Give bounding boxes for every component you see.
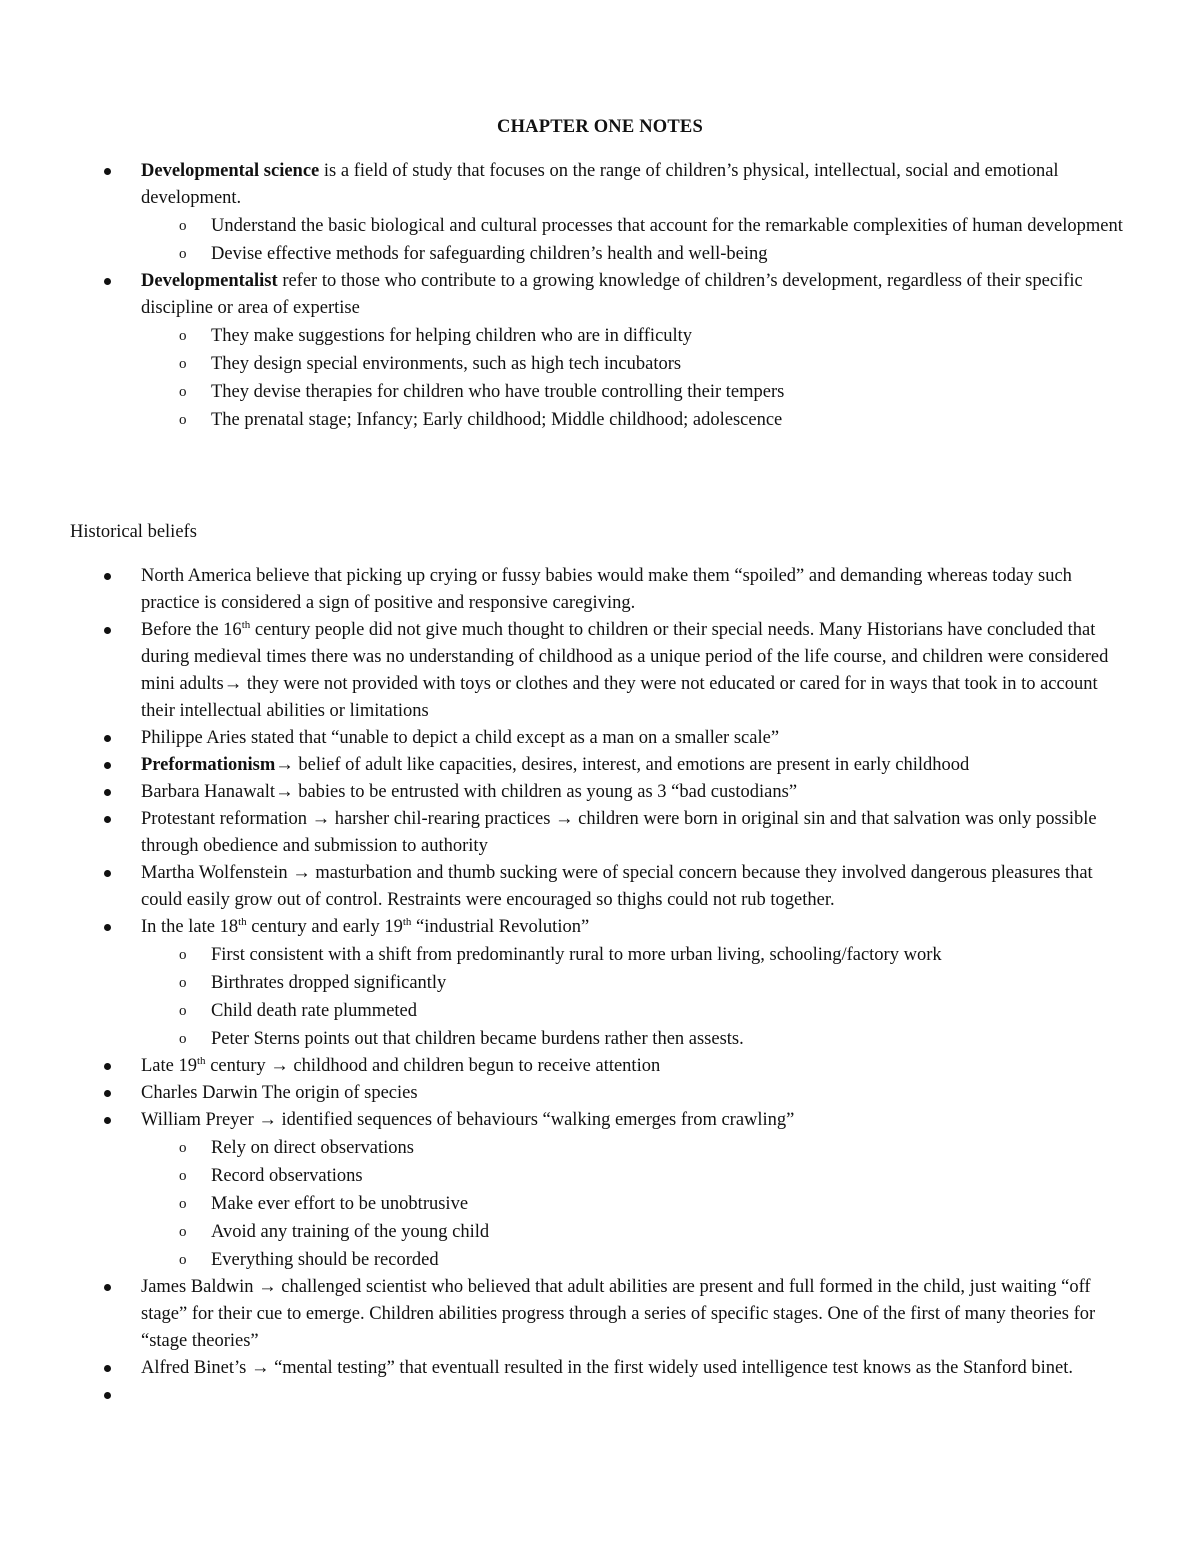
text: challenged scientist who believed that adult abilities are present and full formed in the child, just waiting “off stage” for their cue to emerge. Children abilities progress through a series of specific stages. One of the first of many theories for “stage theories” (141, 1277, 1096, 1351)
sub-item: o They design special environments, such as high tech incubators (141, 350, 1130, 378)
superscript: th (197, 1055, 206, 1067)
list-item (0, 617, 1200, 725)
superscript: th (241, 619, 251, 631)
text: In the late 18 (141, 917, 239, 937)
history-list (0, 563, 1200, 1409)
text: James Baldwin (141, 1277, 259, 1297)
list-item (0, 1107, 1200, 1274)
list-item (0, 752, 1200, 779)
sub-item: o Devise effective methods for safeguarding children’s health and well-being (141, 240, 1130, 268)
list-item: Charles Darwin The origin of species (0, 1080, 1200, 1107)
term-developmentalist: Developmentalist (141, 271, 278, 291)
page-title: CHAPTER ONE NOTES (497, 117, 703, 137)
arrow-icon: → (275, 755, 294, 775)
sub-item: o Everything should be recorded (141, 1246, 1130, 1274)
sub-item: o Understand the basic biological and cultural processes that account for the remarkable complexities of human development (141, 212, 1130, 240)
term-preformationism: Preformationism (141, 755, 276, 775)
arrow-icon: → (258, 1277, 277, 1297)
arrow-icon: → (275, 782, 294, 802)
superscript: th (402, 916, 412, 928)
list-item: Philippe Aries stated that “unable to depict a child except as a man on a smaller scale” (0, 725, 1200, 752)
text: children were born in original sin and that salvation was only possible through obedience and submission to authority (141, 809, 1097, 856)
text: “mental testing” that eventuall resulted in the first widely used intelligence test knows as the Stanford binet. (269, 1358, 1073, 1378)
list-item-developmental-science (0, 158, 1200, 268)
sub-item: o Rely on direct observations (141, 1134, 1130, 1162)
sub-item: o Record observations (141, 1162, 1130, 1190)
text: Protestant reformation (141, 809, 312, 829)
superscript: th (238, 916, 247, 928)
list-item (0, 860, 1200, 914)
text: Martha Wolfenstein (141, 863, 293, 883)
text: William Preyer (141, 1110, 259, 1130)
text: masturbation and thumb sucking were of special concern because they involved dangerous pleasures that could easily grow out of control. Restraints were encouraged so thighs could not rub together. (141, 863, 1093, 910)
list-item (0, 1053, 1200, 1080)
list-item (0, 1274, 1200, 1355)
sub-item: o They devise therapies for children who have trouble controlling their tempers (141, 378, 1130, 406)
definition-text: refer to those who contribute to a growing knowledge of children’s development, regardless of their specific discipline or area of expertise (141, 271, 1083, 318)
sub-list (141, 1134, 1130, 1274)
text: Before the 16 (141, 620, 242, 640)
text: Barbara Hanawalt (141, 782, 276, 802)
list-item: North America believe that picking up crying or fussy babies would make them “spoiled” and demanding whereas today such practice is considered a sign of positive and responsive caregiving. (0, 563, 1200, 617)
list-item (0, 779, 1200, 806)
sub-item: o They make suggestions for helping children who are in difficulty (141, 322, 1130, 350)
text: “industrial Revolution” (411, 917, 590, 937)
text: Late 19 (141, 1056, 197, 1076)
sub-item: o Peter Sterns points out that children became burdens rather then assests. (141, 1025, 1130, 1053)
text: babies to be entrusted with children as young as 3 “bad custodians” (293, 782, 798, 802)
text: childhood and children begun to receive attention (288, 1056, 661, 1076)
sub-list (141, 212, 1130, 268)
sub-item: o First consistent with a shift from predominantly rural to more urban living, schooling/factory work (141, 941, 1130, 969)
sub-item: o Birthrates dropped significantly (141, 969, 1130, 997)
arrow-icon: → (292, 863, 311, 883)
arrow-icon: → (258, 1110, 277, 1130)
text: belief of adult like capacities, desires, interest, and emotions are present in early childhood (293, 755, 970, 775)
text: century people did not give much thought to children or their special needs. Many Historians have concluded that during medieval times there was no understanding of childhood as a unique period of the life course, and children were considered mini adults (141, 620, 1109, 694)
text: century (205, 1056, 271, 1076)
arrow-icon: → (311, 809, 331, 829)
list-item (0, 806, 1200, 860)
list-item (0, 914, 1200, 1053)
sub-item: o The prenatal stage; Infancy; Early childhood; Middle childhood; adolescence (141, 406, 1130, 434)
text: they were not provided with toys or clothes and they were not educated or cared for in ways that took in to account their intellectual abilities or limitations (141, 674, 1098, 721)
term-developmental-science: Developmental science (141, 161, 320, 181)
text: century and early 19 (246, 917, 403, 937)
sub-item: o Avoid any training of the young child (141, 1218, 1130, 1246)
arrow-icon: → (223, 674, 243, 694)
sub-list (141, 322, 1130, 434)
text: Alfred Binet’s (141, 1358, 251, 1378)
intro-list (0, 158, 1200, 434)
sub-item: o Make ever effort to be unobtrusive (141, 1190, 1130, 1218)
sub-list (141, 941, 1130, 1053)
arrow-icon: → (270, 1056, 289, 1076)
empty-list-item (0, 1382, 1200, 1409)
text: harsher chil-rearing practices (330, 809, 556, 829)
list-item (0, 1355, 1200, 1382)
definition-text: is a field of study that focuses on the range of children’s physical, intellectual, social and emotional development. (141, 161, 1059, 208)
list-item-developmentalist (0, 268, 1200, 434)
arrow-icon: → (555, 809, 574, 829)
sub-item: o Child death rate plummeted (141, 997, 1130, 1025)
text: identified sequences of behaviours “walking emerges from crawling” (276, 1110, 795, 1130)
section-heading: Historical beliefs (70, 522, 197, 542)
arrow-icon: → (250, 1358, 270, 1378)
